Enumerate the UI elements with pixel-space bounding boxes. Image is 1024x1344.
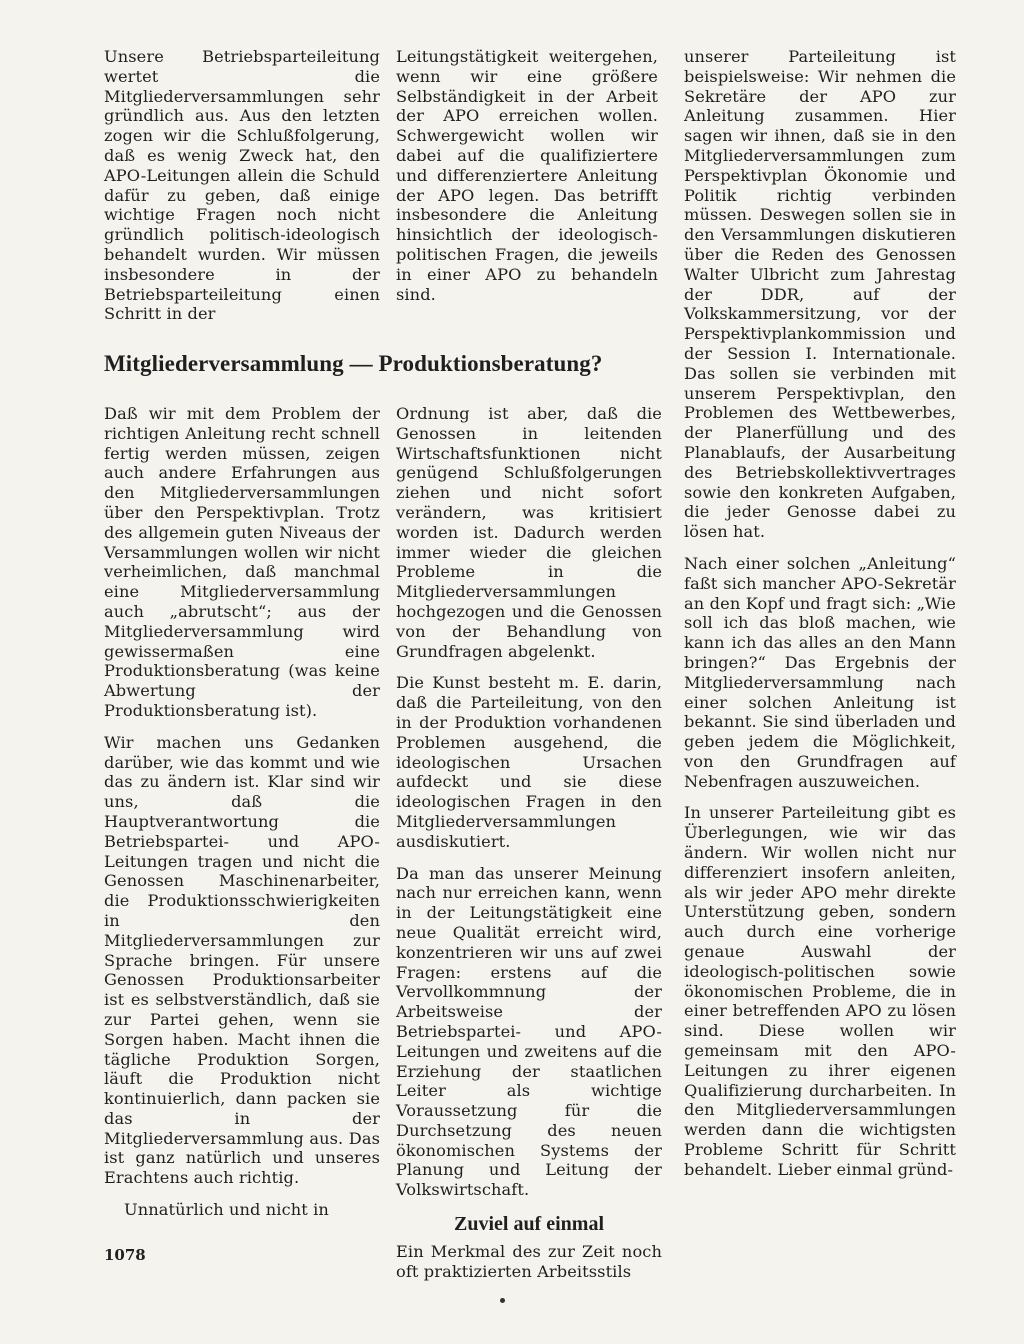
section-headline: Mitgliederversammlung — Produktionsberatung?	[104, 351, 603, 376]
column-top-left	[104, 47, 380, 336]
paragraph: In unserer Parteileitung gibt es Überlegungen, wie wir das ändern. Wir wollen nicht nur differenziert insofern anleiten, als wir jeder APO mehr direkte Unterstützung geben, sondern auch durch eine vorherige genaue Auswahl der ideologisch-politischen sowie ökonomischen Probleme, die in einer betreffenden APO zu lösen sind. Diese wollen wir gemeinsam mit den APO-Leitungen zu ihrer eigenen Qualifizierung durcharbeiten. In den Mitgliederversammlungen werden dann die wichtigsten Probleme Schritt für Schritt behandelt. Lieber einmal gründ-	[684, 803, 956, 1179]
column-top-middle	[396, 47, 658, 316]
page-number: 1078	[104, 1246, 146, 1264]
paragraph: Ein Merkmal des zur Zeit noch oft praktizierten Arbeitsstils	[396, 1242, 662, 1281]
column-right	[684, 47, 956, 1192]
paragraph: Wir machen uns Gedanken darüber, wie das kommt und wie das zu ändern ist. Klar sind wir uns, daß die Hauptverantwortung die Betriebspartei- und APO-Leitungen tragen und nicht die Genossen Maschinenarbeiter, die Produktionsschwierigkeiten in den Mitgliederversammlungen zur Sprache bringen. Für unsere Genossen Produktionsarbeiter ist es selbstverständlich, daß sie zur Partei gehen, wenn sie Sorgen haben. Macht ihnen die tägliche Produktion Sorgen, läuft die Produktion nicht kontinuierlich, dann packen sie das in der Mitgliederversammlung aus. Das ist ganz natürlich und unseres Erachtens auch richtig.	[104, 732, 380, 1188]
column-middle	[396, 404, 662, 1294]
paragraph: Unsere Betriebsparteileitung wertet die Mitgliederversammlungen sehr gründlich aus. Aus den letzten zogen wir die Schlußfolgerung, daß es wenig Zweck hat, den APO-Leitungen allein die Schuld dafür zu geben, daß einige wichtige Fragen noch nicht gründlich politisch-ideologisch behandelt wurden. Wir müssen insbesondere in der Betriebsparteileitung einen Schritt in der	[104, 47, 380, 324]
print-speck	[500, 1298, 505, 1303]
paragraph: Unnatürlich und nicht in	[124, 1200, 329, 1220]
paragraph: Da man das unserer Meinung nach nur erreichen kann, wenn in der Leitungstätigkeit eine neue Qualität erreicht wird, konzentrieren wir uns auf zwei Fragen: erstens auf die Vervollkommnung der Arbeitsweise der Betriebspartei- und APO-Leitungen und zweitens auf die Erziehung der staatlichen Leiter als wichtige Voraussetzung für die Durchsetzung des neuen ökonomischen Systems der Planung und Leitung der Volkswirtschaft.	[396, 863, 662, 1200]
paragraph: Daß wir mit dem Problem der richtigen Anleitung recht schnell fertig werden müssen, zeigen auch andere Erfahrungen aus den Mitgliederversammlungen über den Perspektivplan. Trotz des allgemein guten Niveaus der Versammlungen wollen wir nicht verheimlichen, daß manchmal eine Mitgliederversammlung auch „abrutscht“; aus der Mitgliederversammlung wird gewissermaßen eine Produktionsberatung (was keine Abwertung der Produktionsberatung ist).	[104, 404, 380, 720]
paragraph: Die Kunst besteht m. E. darin, daß die Parteileitung, von den in der Produktion vorhandenen Problemen ausgehend, die ideologischen Ursachen aufdeckt und sie diese ideologischen Fragen in den Mitgliederversammlungen ausdiskutiert.	[396, 673, 662, 851]
paragraph: Leitungstätigkeit weitergehen, wenn wir eine größere Selbständigkeit in der Arbeit der APO erreichen wollen. Schwergewicht wollen wir dabei auf die qualifiziertere und differenziertere Anleitung der APO legen. Das betrifft insbesondere die Anleitung hinsichtlich der ideologisch-politischen Fragen, die jeweils in einer APO zu behandeln sind.	[396, 47, 658, 304]
paragraph: Ordnung ist aber, daß die Genossen in leitenden Wirtschaftsfunktionen nicht genügend Schlußfolgerungen ziehen und nicht sofort verändern, was kritisiert worden ist. Dadurch werden immer wieder die gleichen Probleme in die Mitgliederversammlungen hochgezogen und die Genossen von der Behandlung von Grundfragen abgelenkt.	[396, 404, 662, 661]
paragraph: unserer Parteileitung ist beispielsweise: Wir nehmen die Sekretäre der APO zur Anleitung zusammen. Hier sagen wir ihnen, daß sie in den Mitgliederversammlungen zum Perspektivplan Ökonomie und Politik richtig verbinden müssen. Deswegen sollen sie in den Versammlungen diskutieren über die Reden des Genossen Walter Ulbricht zum Jahrestag der DDR, auf der Volkskammersitzung, vor der Perspektivplankommission und der Session I. Internationale. Das sollen sie verbinden mit unserem Perspektivplan, den Problemen des Wettbewerbes, der Planerfüllung und des Planablaufs, der Ausarbeitung des Betriebskollektivvertrages sowie den konkreten Aufgaben, die jeder Genosse dabei zu lösen hat.	[684, 47, 956, 542]
subheadline: Zuviel auf einmal	[453, 1213, 604, 1236]
column-left	[104, 404, 380, 1232]
paragraph: Nach einer solchen „Anleitung“ faßt sich mancher APO-Sekretär an den Kopf und fragt sich: „Wie soll ich das bloß machen, wie kann ich das alles an den Mann bringen?“ Das Ergebnis der Mitgliederversammlung nach einer solchen Anleitung ist bekannt. Sie sind überladen und geben jedem die Möglichkeit, von den Grundfragen auf Nebenfragen auszuweichen.	[684, 553, 956, 791]
